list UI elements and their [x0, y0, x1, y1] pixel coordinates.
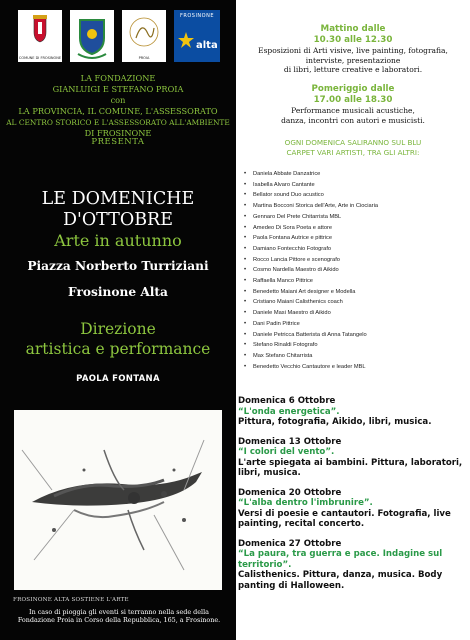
comune-frosinone-logo	[18, 10, 62, 62]
event-description: Calisthenics. Pittura, danza, musica. Body panting di Halloween.	[238, 570, 443, 591]
event-title: “L'onda energetica”.	[238, 406, 340, 417]
list-item: • Damiano Fontecchio Fotografo	[243, 244, 469, 255]
heading-line: CARPET VARI ARTISTI, TRA GLI ALTRI:	[286, 147, 420, 157]
rain-line: Fondazione Proia in Corso della Repubblica, 165, a Frosinone.	[17, 616, 221, 625]
event-date: Domenica 27 Ottobre	[238, 538, 342, 549]
description-line: Esposizioni di Arti visive, live painting, fotografia,	[258, 46, 448, 55]
pomeriggio-label: Pomeriggio dalle	[311, 84, 395, 94]
sponsor-line: DI FROSINONE	[84, 128, 152, 138]
list-item: • Max Stefano Chitarrista	[243, 351, 469, 362]
description-line: di libri, letture creative e laboratori.	[283, 65, 423, 75]
event-item	[238, 539, 468, 592]
description-line: interviste, presentazione	[305, 55, 401, 65]
direction-line: Direzione	[80, 320, 156, 338]
mattino-label: Mattino dalle	[320, 24, 386, 34]
description-line: danza, incontri con autori e musicisti.	[281, 115, 425, 125]
list-item: • Gennaro Del Prete Chitarrista MBL	[243, 212, 469, 223]
event-item	[238, 396, 468, 428]
sponsor-line: GIANLUIGI E STEFANO PROIA	[52, 84, 184, 94]
list-item: • Benedetto Vecchio Cantautore e leader MBL	[243, 362, 469, 373]
list-item: • Rocco Lancia Pittore e scenografo	[243, 255, 469, 266]
event-title: “L'alba dentro l'imbrunire”.	[238, 498, 373, 508]
description-line: Performance musicali acustiche,	[291, 106, 415, 115]
event-item	[238, 488, 468, 530]
event-description: L'arte spiegata ai bambini. Pittura, laboratori, libri, musica.	[238, 457, 463, 478]
list-item: • Daniele Petricca Batterista di Anna Tatangelo	[243, 330, 469, 341]
rain-notice	[14, 608, 224, 625]
event-item	[238, 437, 468, 479]
pomeriggio-description	[236, 106, 470, 125]
logo-caption: PROIA	[138, 56, 150, 60]
list-item: • Cosmo Nardella Maestro di Aikido	[243, 265, 469, 276]
artist-list	[243, 169, 469, 372]
venue-city: Frosinone Alta	[68, 285, 168, 299]
direction-heading	[0, 319, 236, 359]
svg-text:alta: alta	[196, 40, 218, 51]
title-line: D'OTTOBRE	[62, 210, 174, 230]
sponsor-line: con	[110, 95, 126, 105]
list-item: • Dani Padin Pittrice	[243, 319, 469, 330]
event-description: Pittura, fotografia, Aikido, libri, musica.	[238, 417, 432, 427]
event-title	[0, 189, 236, 231]
sponsor-line: LA FONDAZIONE	[80, 73, 156, 83]
list-item: • Martina Bocconi Storica dell'Arte, Arte in Ciociaria	[243, 201, 469, 212]
sponsor-block	[0, 73, 236, 139]
event-date: Domenica 13 Ottobre	[238, 436, 342, 447]
title-line: LE DOMENICHE	[41, 189, 195, 209]
presenta-label: PRESENTA	[91, 137, 145, 147]
provincia-logo	[70, 10, 114, 62]
sponsor-line: AL CENTRO STORICO E L'ASSESSORATO ALL'AMBIENTE	[6, 118, 230, 127]
list-item: • Bellator sound Duo acustico	[243, 190, 469, 201]
logo-row	[18, 10, 228, 62]
list-item: • Paola Fontana Autrice e pittrice	[243, 233, 469, 244]
list-item: • Isabella Alvaro Cantante	[243, 180, 469, 191]
event-subtitle: Arte in autunno	[54, 231, 182, 250]
list-item: • Benedetto Maiani Art designer e Modella	[243, 287, 469, 298]
list-item: • Daniele Masi Maestro di Aikido	[243, 308, 469, 319]
mattino-time: 10.30 alle 12.30	[313, 35, 393, 45]
fondazione-proia-logo	[122, 10, 166, 62]
logo-caption: FROSINONE	[179, 13, 214, 19]
list-item: • Stefano Rinaldi Fotografo	[243, 340, 469, 351]
event-date: Domenica 20 Ottobre	[238, 487, 342, 498]
pomeriggio-time: 17.00 alle 18.30	[313, 95, 393, 105]
direction-line: artistica e performance	[25, 340, 211, 358]
right-panel	[236, 0, 470, 640]
list-item: • Raffaella Manco Pittrice	[243, 276, 469, 287]
list-item: • Amedeo Di Sora Poeta e attore	[243, 223, 469, 234]
rain-line: In caso di pioggia gli eventi si terranno nella sede della	[29, 608, 209, 616]
event-date: Domenica 6 Ottobre	[238, 396, 336, 406]
ink-artwork	[14, 410, 222, 590]
sponsor-line: LA PROVINCIA, IL COMUNE, L'ASSESSORATO	[18, 106, 218, 116]
director-name: PAOLA FONTANA	[76, 374, 160, 384]
frosinone-alta-logo	[174, 10, 220, 62]
event-schedule	[238, 396, 468, 600]
list-item: • Cristiano Maiani Calisthenics coach	[243, 297, 469, 308]
venue-line: Piazza Norberto Turriziani	[27, 259, 209, 273]
artists-heading	[236, 138, 470, 157]
event-title: “I colori del vento”.	[238, 447, 335, 457]
event-description: Versi di poesie e cantautori. Fotografia, live painting, recital concerto.	[238, 508, 451, 529]
list-item: • Daniela Abbate Danzatrice	[243, 169, 469, 180]
mattino-description	[236, 46, 470, 75]
support-caption: FROSINONE ALTA SOSTIENE L'ARTE	[13, 597, 129, 603]
event-title: “La paura, tra guerra e pace. Indagine sul territorio”.	[238, 549, 443, 570]
heading-line: OGNI DOMENICA SALIRANNO SUL BLU	[284, 138, 422, 147]
logo-caption: COMUNE DI FROSINONE	[18, 56, 62, 60]
